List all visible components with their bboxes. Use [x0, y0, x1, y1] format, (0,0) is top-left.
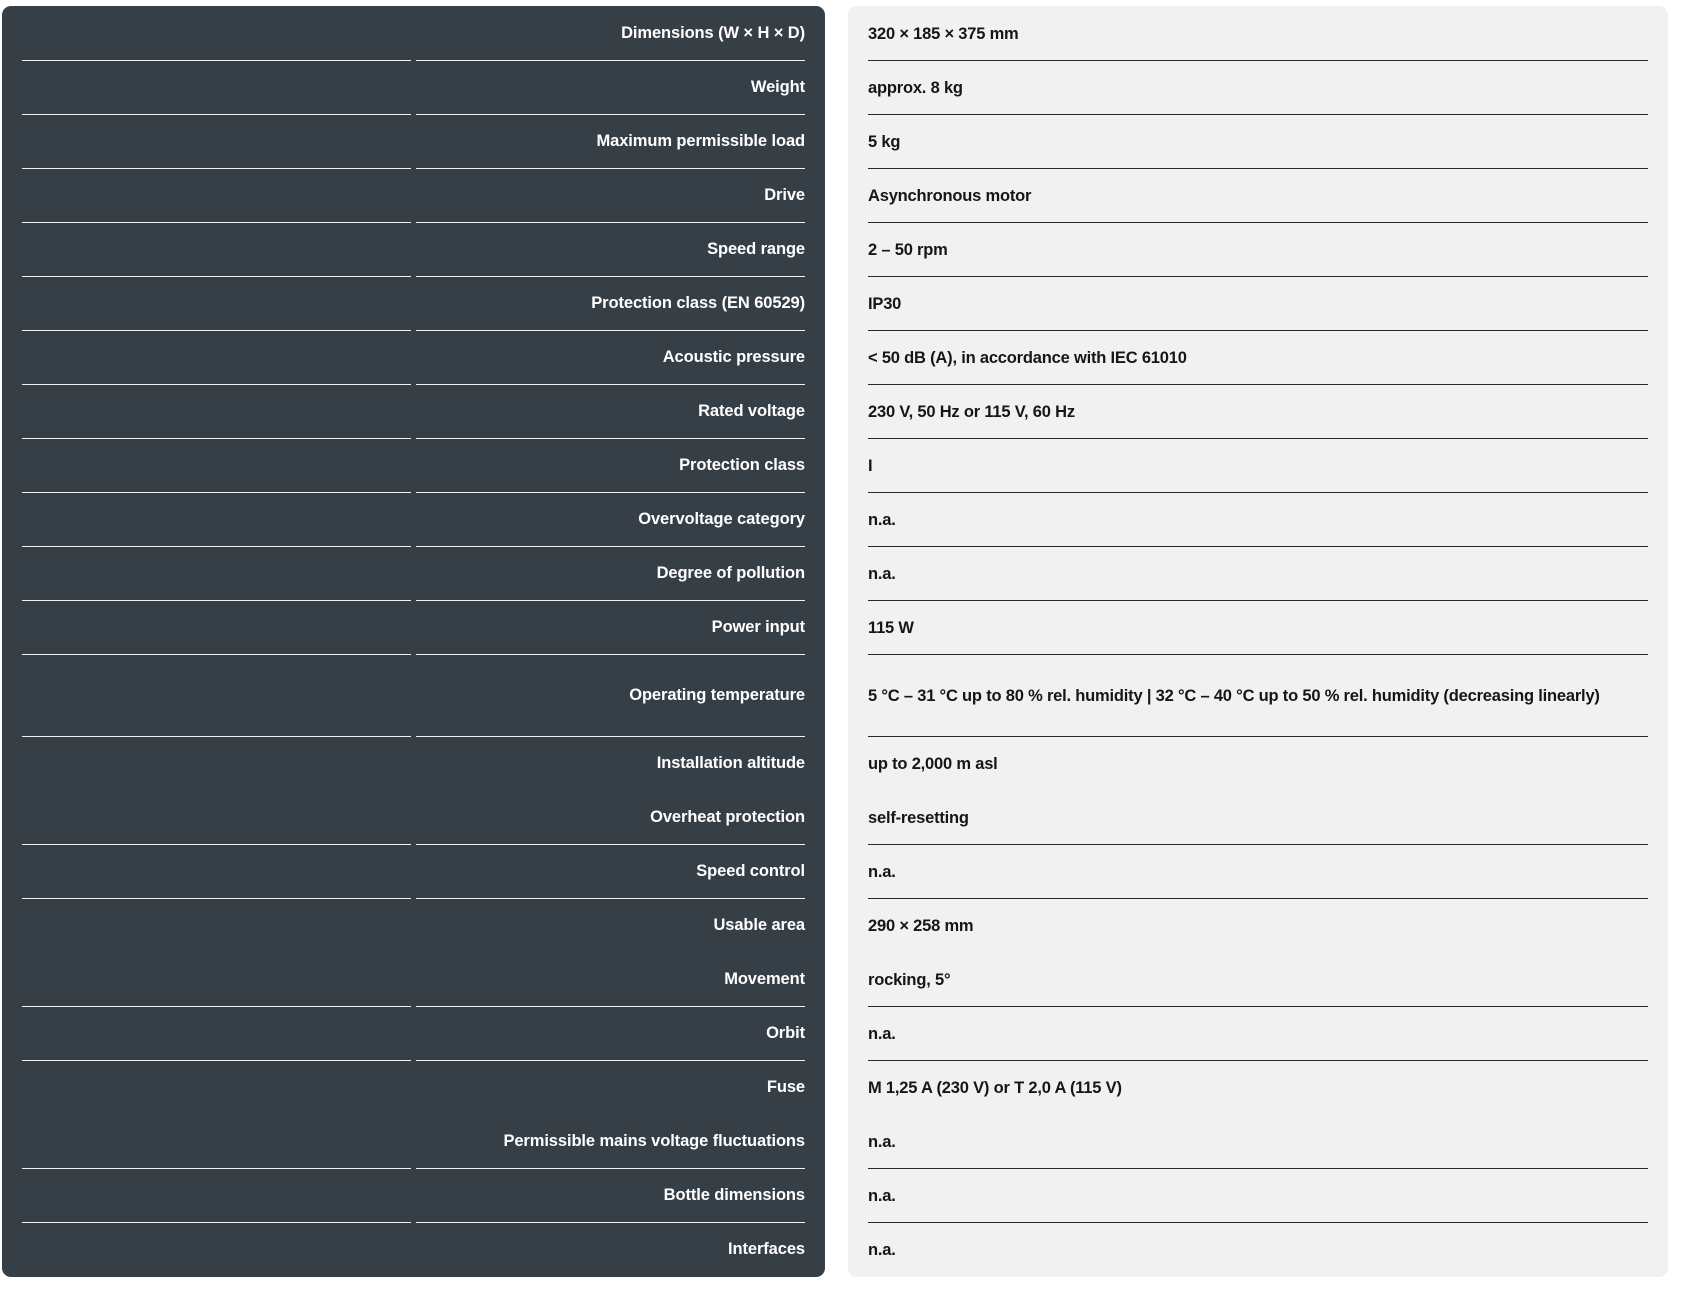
spec-value-row	[868, 331, 1648, 385]
spec-value: < 50 dB (A), in accordance with IEC 61010	[868, 348, 1187, 367]
spec-label-row	[22, 655, 805, 737]
spec-label: Acoustic pressure	[662, 348, 805, 366]
spec-value: n.a.	[868, 510, 896, 529]
spec-label: Fuse	[766, 1078, 805, 1096]
label-cell	[416, 953, 805, 1007]
spec-value: n.a.	[868, 564, 896, 583]
spec-label: Installation altitude	[656, 754, 805, 772]
label-cell	[416, 439, 805, 493]
row-spacer-cell	[22, 1115, 411, 1169]
label-cell	[416, 547, 805, 601]
spec-value: n.a.	[868, 1132, 896, 1151]
spec-value: approx. 8 kg	[868, 78, 963, 97]
row-spacer-cell	[22, 737, 411, 791]
spec-value: Asynchronous motor	[868, 186, 1032, 205]
spec-label-row	[22, 601, 805, 655]
spec-value-row	[868, 7, 1648, 61]
label-cell	[416, 1007, 805, 1061]
spec-value-row	[868, 1115, 1648, 1169]
spec-value-row	[868, 845, 1648, 899]
label-cell	[416, 737, 805, 791]
spec-value-row	[868, 1169, 1648, 1223]
spec-value-row	[868, 899, 1648, 953]
spec-label-row	[22, 1007, 805, 1061]
spec-value-row	[868, 223, 1648, 277]
label-cell	[416, 1115, 805, 1169]
row-spacer-cell	[22, 115, 411, 169]
spec-label-row	[22, 331, 805, 385]
spec-value-row	[868, 1061, 1648, 1115]
spec-value-row	[868, 493, 1648, 547]
spec-label-row	[22, 277, 805, 331]
spec-value-row	[868, 169, 1648, 223]
row-spacer-cell	[22, 61, 411, 115]
spec-label-row	[22, 845, 805, 899]
spec-label: Dimensions (W × H × D)	[621, 24, 805, 42]
spec-value-row	[868, 791, 1648, 845]
label-cell	[416, 223, 805, 277]
spec-label: Overvoltage category	[638, 510, 805, 528]
spec-label-row	[22, 1115, 805, 1169]
spec-label-row	[22, 547, 805, 601]
spec-label-row	[22, 7, 805, 61]
label-cell	[416, 655, 805, 737]
label-cell	[416, 791, 805, 845]
row-spacer-cell	[22, 1169, 411, 1223]
row-spacer-cell	[22, 493, 411, 547]
row-spacer-cell	[22, 385, 411, 439]
row-spacer-cell	[22, 1223, 411, 1277]
label-cell	[416, 845, 805, 899]
spec-label-row	[22, 1223, 805, 1277]
spec-label: Orbit	[766, 1024, 805, 1042]
spec-value-row	[868, 1223, 1648, 1277]
spec-label: Weight	[750, 78, 805, 96]
spec-label: Degree of pollution	[656, 564, 805, 582]
spec-value: rocking, 5°	[868, 970, 951, 989]
spec-value: 115 W	[868, 618, 914, 637]
row-spacer-cell	[22, 439, 411, 493]
spec-value: n.a.	[868, 1186, 896, 1205]
spec-value-row	[868, 655, 1648, 737]
row-spacer-cell	[22, 1061, 411, 1115]
values-panel	[848, 6, 1668, 1277]
spec-value: 5 °C – 31 °C up to 80 % rel. humidity | 32 °C – 40 °C up to 50 % rel. humidity (decreasing linearly)	[868, 686, 1600, 705]
label-cell	[416, 277, 805, 331]
spec-value-row	[868, 601, 1648, 655]
row-spacer-cell	[22, 601, 411, 655]
spec-value: 5 kg	[868, 132, 901, 151]
spec-label: Interfaces	[728, 1240, 805, 1258]
label-cell	[416, 385, 805, 439]
spec-label: Speed range	[707, 240, 805, 258]
spec-value: n.a.	[868, 1024, 896, 1043]
label-cell	[416, 601, 805, 655]
spec-value-row	[868, 953, 1648, 1007]
row-spacer-cell	[22, 223, 411, 277]
spec-label: Maximum permissible load	[596, 132, 805, 150]
spec-label: Protection class	[679, 456, 805, 474]
row-spacer-cell	[22, 547, 411, 601]
row-spacer-cell	[22, 169, 411, 223]
spec-label-row	[22, 1061, 805, 1115]
label-cell	[416, 493, 805, 547]
row-spacer-cell	[22, 331, 411, 385]
spec-label: Overheat protection	[650, 808, 805, 826]
spec-value: 230 V, 50 Hz or 115 V, 60 Hz	[868, 402, 1075, 421]
spec-label-row	[22, 115, 805, 169]
spec-label-row	[22, 791, 805, 845]
spec-value: I	[868, 456, 873, 475]
label-cell	[416, 1061, 805, 1115]
spec-label-row	[22, 899, 805, 953]
spec-value: up to 2,000 m asl	[868, 754, 998, 773]
spec-value: 290 × 258 mm	[868, 916, 974, 935]
row-spacer-cell	[22, 1007, 411, 1061]
label-cell	[416, 7, 805, 61]
spec-label: Rated voltage	[698, 402, 805, 420]
spec-label: Speed control	[696, 862, 805, 880]
label-cell	[416, 331, 805, 385]
spec-label-row	[22, 953, 805, 1007]
spec-value: IP30	[868, 294, 902, 313]
spec-label: Movement	[724, 970, 805, 988]
spec-label-row	[22, 493, 805, 547]
spec-label-row	[22, 385, 805, 439]
spec-label: Operating temperature	[629, 686, 805, 704]
spec-label: Power input	[711, 618, 805, 636]
row-spacer-cell	[22, 791, 411, 845]
spec-label: Protection class (EN 60529)	[591, 294, 805, 312]
spec-value-row	[868, 737, 1648, 791]
spec-value-row	[868, 547, 1648, 601]
spec-label: Permissible mains voltage fluctuations	[503, 1132, 805, 1150]
spec-value: n.a.	[868, 862, 896, 881]
spec-value: self-resetting	[868, 808, 969, 827]
spec-value-row	[868, 115, 1648, 169]
spec-label-row	[22, 1169, 805, 1223]
label-cell	[416, 899, 805, 953]
spec-value: M 1,25 A (230 V) or T 2,0 A (115 V)	[868, 1078, 1122, 1097]
label-cell	[416, 61, 805, 115]
row-spacer-cell	[22, 655, 411, 737]
row-spacer-cell	[22, 845, 411, 899]
label-cell	[416, 115, 805, 169]
spec-label: Usable area	[713, 916, 805, 934]
spec-value: 320 × 185 × 375 mm	[868, 24, 1019, 43]
spec-label-row	[22, 61, 805, 115]
spec-value-row	[868, 439, 1648, 493]
spec-label-row	[22, 169, 805, 223]
label-cell	[416, 169, 805, 223]
spec-label-row	[22, 223, 805, 277]
row-spacer-cell	[22, 899, 411, 953]
label-cell	[416, 1223, 805, 1277]
spec-label-row	[22, 439, 805, 493]
labels-panel	[2, 6, 825, 1277]
spec-value-row	[868, 385, 1648, 439]
spec-value: 2 – 50 rpm	[868, 240, 948, 259]
row-spacer-cell	[22, 7, 411, 61]
label-cell	[416, 1169, 805, 1223]
spec-value-row	[868, 277, 1648, 331]
spec-value-row	[868, 61, 1648, 115]
row-spacer-cell	[22, 953, 411, 1007]
spec-label: Drive	[764, 186, 805, 204]
spec-value: n.a.	[868, 1240, 896, 1259]
spec-label-row	[22, 737, 805, 791]
spec-label: Bottle dimensions	[663, 1186, 805, 1204]
spec-value-row	[868, 1007, 1648, 1061]
row-spacer-cell	[22, 277, 411, 331]
